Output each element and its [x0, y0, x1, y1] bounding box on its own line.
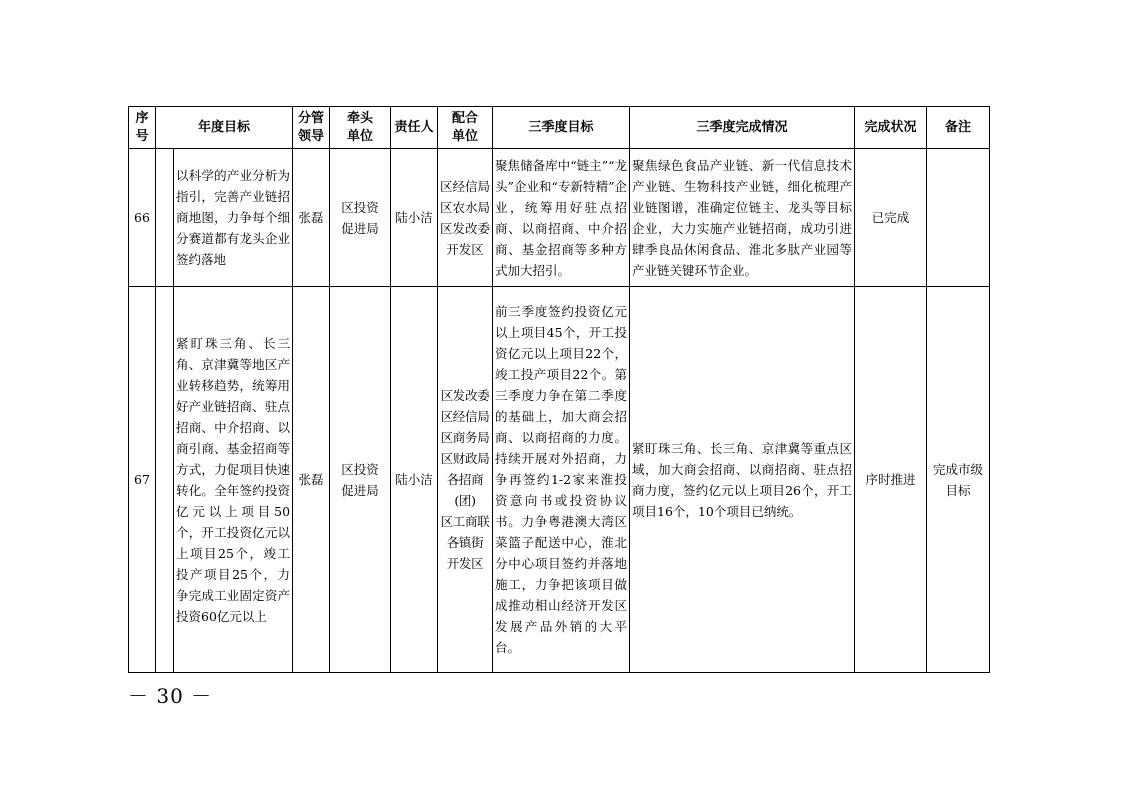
header-row — [129, 107, 990, 149]
row-lead-unit: 区投资 促进局 — [330, 287, 391, 673]
row-status: 序时推进 — [855, 287, 927, 673]
header-q3-goal: 三季度目标 — [493, 107, 630, 149]
header-annual-goal: 年度目标 — [156, 107, 293, 149]
row-spacer — [156, 149, 174, 287]
row-q3-goal: 前三季度签约投资亿元以上项目45个，开工投资亿元以上项目22个，竣工投产项目22个。第三季度力争在第二季度的基础上，加大商会招商、以商招商的力度。持续开展对外招商，力争再签约1-2家来淮投资意向书或投资协议书。力争粤港澳大湾区菜篮子配送中心，淮北分中心项目签约并落地施工，力争把该项目做成推动相山经济开发区发展产品外销的大平台。 — [493, 287, 630, 673]
row-lead-unit: 区投资 促进局 — [330, 149, 391, 287]
table-row — [129, 149, 990, 287]
table-row — [129, 287, 990, 673]
row-spacer — [156, 287, 174, 673]
row-remarks: 完成市级 目标 — [927, 287, 990, 673]
row-q3-goal: 聚焦储备库中“链主”“龙头”企业和“专新特精”企业，统筹用好驻点招商、以商招商、中介招商、基金招商等多种方式加大招引。 — [493, 149, 630, 287]
row-status: 已完成 — [855, 149, 927, 287]
row-seq: 66 — [129, 149, 156, 287]
header-remarks: 备注 — [927, 107, 990, 149]
row-responsible: 陆小洁 — [391, 149, 438, 287]
row-q3-progress: 聚焦绿色食品产业链、新一代信息技术产业链、生物科技产业链，细化梳理产业链图谱，准确定位链主、龙头等目标企业，大力实施产业链招商，成功引进肆季良品休闲食品、淮北多肽产业园等产业链关键环节企业。 — [630, 149, 855, 287]
row-annual-goal: 紧盯珠三角、长三角、京津冀等地区产业转移趋势，统筹用好产业链招商、驻点招商、中介招商、以商引商、基金招商等方式，力促项目快速转化。全年签约投资亿元以上项目50个，开工投资亿元以上项目25个，竣工投产项目25个，力争完成工业固定资产投资60亿元以上 — [174, 287, 293, 673]
row-remarks — [927, 149, 990, 287]
header-lead-unit: 牵头 单位 — [330, 107, 391, 149]
header-coop-unit: 配合 单位 — [438, 107, 493, 149]
row-annual-goal: 以科学的产业分析为指引，完善产业链招商地图，力争每个细分赛道都有龙头企业签约落地 — [174, 149, 293, 287]
row-q3-progress: 紧盯珠三角、长三角、京津冀等重点区域，加大商会招商、以商招商、驻点招商力度，签约亿元以上项目26个，开工项目16个，10个项目已纳统。 — [630, 287, 855, 673]
header-status: 完成状况 — [855, 107, 927, 149]
row-coop-unit: 区发改委 区经信局 区商务局 区财政局 各招商(团) 区工商联 各镇街 开发区 — [438, 287, 493, 673]
row-responsible: 陆小洁 — [391, 287, 438, 673]
row-leader: 张磊 — [293, 287, 330, 673]
row-coop-unit: 区经信局 区农水局 区发改委 开发区 — [438, 149, 493, 287]
goals-table — [128, 106, 990, 673]
header-leader: 分管 领导 — [293, 107, 330, 149]
header-responsible: 责任人 — [391, 107, 438, 149]
header-seq: 序 号 — [129, 107, 156, 149]
header-q3-progress: 三季度完成情况 — [630, 107, 855, 149]
row-leader: 张磊 — [293, 149, 330, 287]
page-number: － 30 － — [128, 684, 213, 708]
row-seq: 67 — [129, 287, 156, 673]
